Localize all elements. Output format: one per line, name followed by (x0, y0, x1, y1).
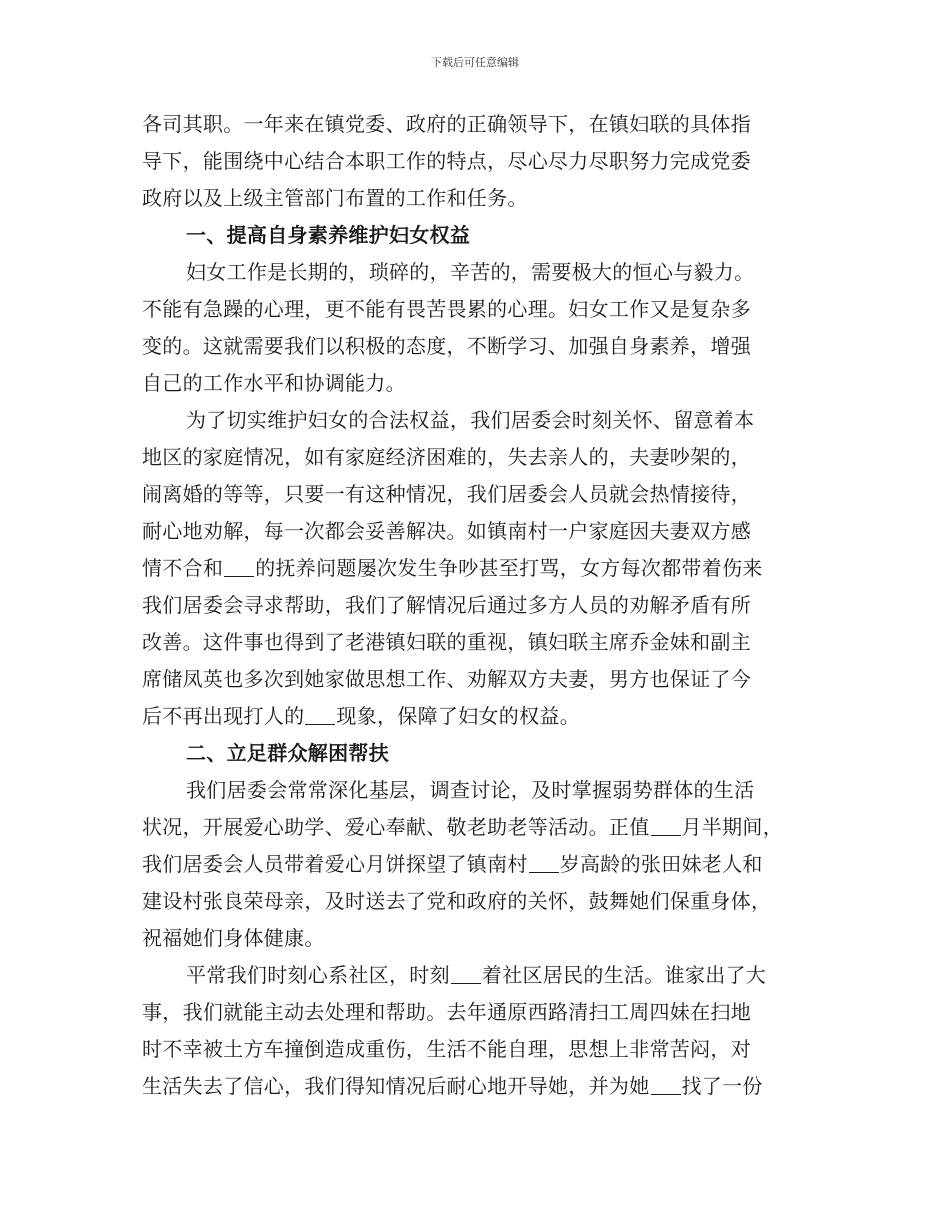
text-line: 各司其职。一年来在镇党委、政府的正确领导下，在镇妇联的具体指 (142, 112, 751, 136)
section-heading: 一、提高自身素养维护妇女权益 (186, 223, 471, 247)
text-line: 我们居委会人员带着爱心月饼探望了镇南村 岁高龄的张田妹老人和 (142, 852, 763, 876)
text-line: 闹离婚的等等，只要一有这种情况，我们居委会人员就会热情接待， (142, 482, 751, 506)
text-line: 改善。这件事也得到了老港镇妇联的重视，镇妇联主席乔金妹和副主 (142, 630, 751, 654)
text-line: 建设村张良荣母亲，及时送去了党和政府的关怀，鼓舞她们保重身体， (142, 889, 772, 913)
section-heading: 二、立足群众解困帮扶 (186, 741, 389, 765)
blank-underline (224, 556, 254, 577)
text-line: 导下，能围绕中心结合本职工作的特点，尽心尽力尽职努力完成党委 (142, 149, 751, 173)
page-header: 下载后可任意编辑 (431, 56, 519, 69)
document-body (142, 106, 814, 1105)
text-line: 席储凤英也多次到她家做思想工作、劝解双方夫妻，男方也保证了今 (142, 667, 751, 691)
text-line: 我们居委会常常深化基层，调查讨论，及时掌握弱势群体的生活 (186, 778, 755, 802)
text-line: 状况，开展爱心助学、爱心奉献、敬老助老等活动。正值 月半期间， (142, 815, 783, 839)
text-line: 平常我们时刻心系社区，时刻 着社区居民的生活。谁家出了大 (186, 963, 767, 987)
text-line: 政府以及上级主管部门布置的工作和任务。 (142, 186, 528, 210)
text-line: 不能有急躁的心理，更不能有畏苦畏累的心理。妇女工作又是复杂多 (142, 297, 751, 321)
text-line: 我们居委会寻求帮助，我们了解情况后通过多方人员的劝解矛盾有所 (142, 593, 751, 617)
text-line: 情不合和 的抚养问题屡次发生争吵甚至打骂，女方每次都带着伤来 (142, 556, 763, 580)
blank-underline (651, 815, 681, 836)
blank-underline (651, 1074, 681, 1095)
text-line: 时不幸被土方车撞倒造成重伤，生活不能自理，思想上非常苦闷，对 (142, 1037, 751, 1061)
text-line: 变的。这就需要我们以积极的态度，不断学习、加强自身素养，增强 (142, 334, 751, 358)
text-line: 为了切实维护妇女的合法权益，我们居委会时刻关怀、留意着本 (186, 408, 755, 432)
text-line: 自己的工作水平和协调能力。 (142, 371, 406, 395)
text-line: 后不再出现打人的 现象，保障了妇女的权益。 (142, 704, 581, 728)
blank-underline (305, 704, 335, 725)
text-line: 生活失去了信心，我们得知情况后耐心地开导她，并为她 找了一份 (142, 1074, 763, 1098)
text-line: 耐心地劝解，每一次都会妥善解决。如镇南村一户家庭因夫妻双方感 (142, 519, 751, 543)
text-line: 地区的家庭情况，如有家庭经济困难的，失去亲人的，夫妻吵架的， (142, 445, 751, 469)
text-line: 祝福她们身体健康。 (142, 926, 325, 950)
text-line: 妇女工作是长期的，琐碎的，辛苦的，需要极大的恒心与毅力。 (186, 260, 755, 284)
text-line: 事，我们就能主动去处理和帮助。去年通原西路清扫工周四妹在扫地 (142, 1000, 751, 1024)
blank-underline (451, 963, 481, 984)
blank-underline (529, 852, 559, 873)
